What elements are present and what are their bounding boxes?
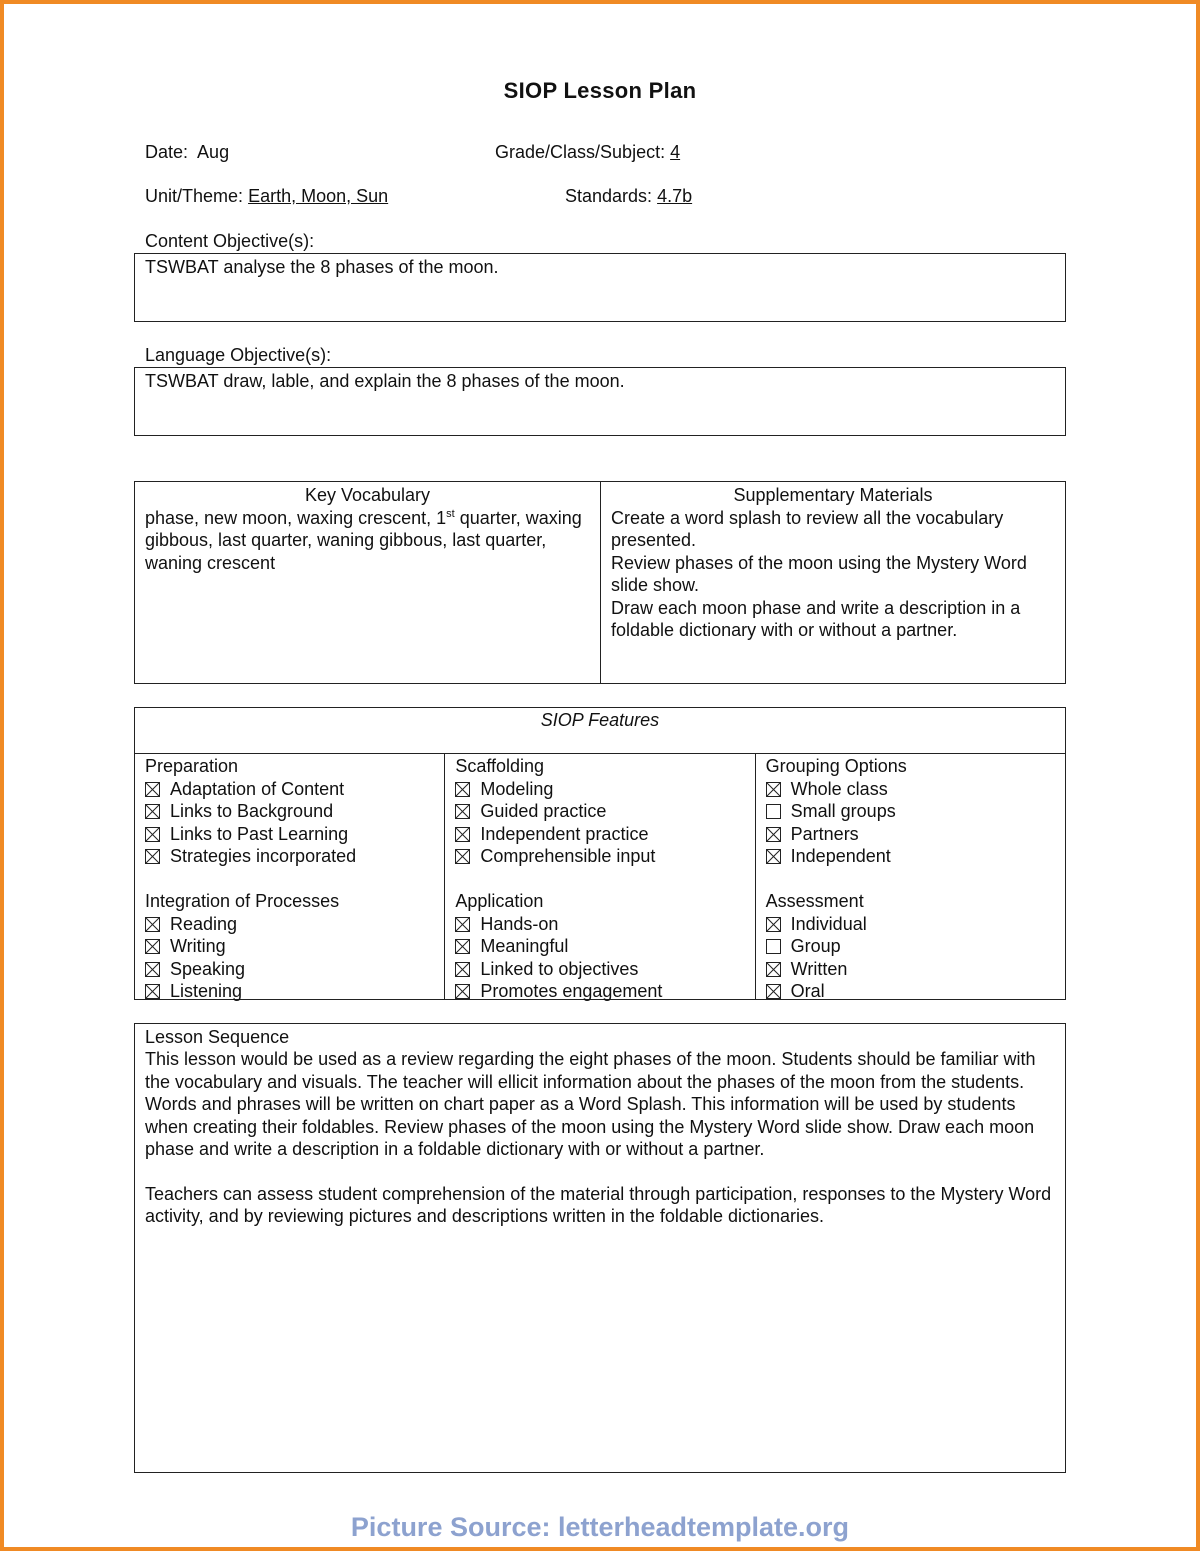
date-value: Aug: [197, 142, 230, 162]
siop-item-label: Independent practice: [480, 823, 649, 844]
siop-group: [766, 890, 1055, 1003]
picture-source-caption: Picture Source: letterheadtemplate.org: [350, 1512, 850, 1542]
checked-box-icon[interactable]: [145, 804, 160, 819]
checked-box-icon[interactable]: [766, 962, 781, 977]
page-title: SIOP Lesson Plan: [503, 78, 697, 103]
content-objective-label: Content Objective(s):: [145, 231, 315, 251]
siop-checkbox-item: [455, 913, 744, 936]
vocabulary-text-part-1: phase, new moon, waxing crescent, 1: [145, 507, 447, 528]
grade-field: [495, 142, 680, 163]
checked-box-icon[interactable]: [766, 849, 781, 864]
siop-column: [755, 754, 1065, 999]
date-field: [145, 142, 229, 163]
siop-checkbox-item: [455, 980, 744, 1003]
checked-box-icon[interactable]: [455, 782, 470, 797]
siop-checkbox-item: [766, 845, 1055, 868]
materials-column: [600, 482, 1065, 683]
lesson-sequence-paragraph: Teachers can assess student comprehension of the material through participation, responses to the Mystery Word activity, and by reviewing pictures and descriptions written in the foldable dictionaries.: [145, 1183, 1052, 1227]
vocabulary-header: Key Vocabulary: [304, 485, 431, 505]
checked-box-icon[interactable]: [145, 984, 160, 999]
lesson-sequence-paragraph: This lesson would be used as a review regarding the eight phases of the moon. Students should be familiar with the vocabulary and visuals. The teacher will ellicit information about the phases of the moon from the students. Words and phrases will be written on chart paper as a Word Splash. This information will be used by students when creating their foldables. Review phases of the moon using the Mystery Word slide show. Draw each moon phase and write a description in a foldable dictionary with or without a partner.: [145, 1049, 1036, 1160]
lesson-sequence-header: Lesson Sequence: [145, 1027, 290, 1047]
siop-item-label: Small groups: [790, 801, 896, 821]
checked-box-icon[interactable]: [145, 827, 160, 842]
siop-item-label: Writing: [170, 936, 226, 956]
checked-box-icon[interactable]: [455, 984, 470, 999]
siop-checkbox-item: [455, 823, 744, 846]
siop-group: [766, 755, 1055, 868]
vocabulary-text-part-2: quarter, waxing gibbous, last quarter, waning gibbous, last quarter, waning crescent: [145, 507, 582, 573]
checked-box-icon[interactable]: [145, 782, 160, 797]
unit-value: Earth, Moon, Sun: [248, 186, 389, 206]
checked-box-icon[interactable]: [766, 984, 781, 999]
siop-item-label: Oral: [790, 981, 825, 1001]
siop-item-label: Adaptation of Content: [170, 778, 345, 799]
vocabulary-materials-table: [134, 481, 1066, 684]
standards-value: 4.7b: [657, 186, 693, 206]
siop-item-label: Listening: [170, 981, 243, 1001]
checked-box-icon[interactable]: [455, 849, 470, 864]
siop-checkbox-item: [455, 935, 744, 958]
siop-item-label: Promotes engagement: [480, 981, 663, 1001]
siop-columns: [135, 754, 1065, 999]
siop-checkbox-item: [145, 958, 434, 981]
siop-checkbox-item: [455, 800, 744, 823]
siop-checkbox-item: [145, 935, 434, 958]
checked-box-icon[interactable]: [766, 782, 781, 797]
standards-label: Standards:: [565, 186, 653, 206]
siop-checkbox-item: [766, 935, 1055, 958]
siop-group-title: Grouping Options: [765, 756, 907, 776]
date-label: Date:: [145, 142, 189, 162]
language-objective-text: TSWBAT draw, lable, and explain the 8 phases of the moon.: [145, 371, 625, 391]
siop-item-label: Reading: [170, 913, 238, 934]
siop-group-title: Assessment: [765, 891, 864, 911]
vocabulary-superscript: st: [446, 507, 455, 520]
siop-item-label: Links to Past Learning: [170, 823, 349, 844]
lesson-sequence-box: [134, 1023, 1066, 1473]
checked-box-icon[interactable]: [766, 917, 781, 932]
siop-item-label: Modeling: [480, 778, 554, 799]
siop-group: [145, 755, 434, 868]
unit-label: Unit/Theme:: [145, 186, 244, 206]
siop-checkbox-item: [455, 845, 744, 868]
siop-item-label: Written: [790, 958, 848, 979]
siop-item-label: Group: [790, 936, 841, 956]
siop-item-label: Comprehensible input: [480, 846, 656, 866]
unit-field: [145, 186, 388, 207]
siop-checkbox-item: [145, 845, 434, 868]
siop-checkbox-item: [766, 823, 1055, 846]
vocabulary-column: [135, 482, 600, 683]
siop-item-label: Linked to objectives: [480, 958, 639, 979]
siop-item-label: Whole class: [790, 778, 888, 799]
siop-item-label: Strategies incorporated: [170, 846, 357, 866]
siop-checkbox-item: [455, 778, 744, 801]
siop-item-label: Partners: [790, 823, 859, 844]
empty-box-icon[interactable]: [766, 939, 781, 954]
content-objective-text: TSWBAT analyse the 8 phases of the moon.: [145, 257, 499, 277]
checked-box-icon[interactable]: [145, 939, 160, 954]
siop-item-label: Independent: [790, 846, 891, 866]
siop-checkbox-item: [455, 958, 744, 981]
siop-column: [444, 754, 754, 999]
checked-box-icon[interactable]: [455, 827, 470, 842]
siop-item-label: Links to Background: [170, 801, 334, 821]
siop-features-header: SIOP Features: [135, 708, 1065, 754]
checked-box-icon[interactable]: [145, 917, 160, 932]
siop-group-title: Application: [455, 891, 544, 911]
siop-item-label: Guided practice: [480, 801, 607, 821]
siop-checkbox-item: [145, 778, 434, 801]
materials-line: Create a word splash to review all the vocabulary presented.: [611, 507, 1004, 550]
siop-item-label: Meaningful: [480, 936, 569, 956]
siop-column: [135, 754, 444, 999]
siop-group: [145, 890, 434, 1003]
checked-box-icon[interactable]: [455, 962, 470, 977]
siop-group: [455, 890, 744, 1003]
siop-checkbox-item: [766, 980, 1055, 1003]
checked-box-icon[interactable]: [455, 917, 470, 932]
siop-checkbox-item: [145, 823, 434, 846]
checked-box-icon[interactable]: [766, 827, 781, 842]
siop-group-title: Integration of Processes: [145, 891, 340, 911]
language-objective-label: Language Objective(s):: [145, 345, 332, 365]
siop-item-label: Individual: [790, 913, 867, 934]
siop-group: [455, 755, 744, 868]
standards-field: [565, 186, 692, 207]
checked-box-icon[interactable]: [455, 804, 470, 819]
siop-checkbox-item: [766, 800, 1055, 823]
siop-features-table: [134, 707, 1066, 1000]
language-objective-box: [134, 367, 1066, 436]
siop-item-label: Speaking: [170, 958, 246, 979]
checked-box-icon[interactable]: [145, 962, 160, 977]
materials-header: Supplementary Materials: [733, 485, 933, 505]
checked-box-icon[interactable]: [455, 939, 470, 954]
siop-group-title: Scaffolding: [455, 756, 545, 776]
siop-checkbox-item: [145, 800, 434, 823]
siop-item-label: Hands-on: [480, 913, 559, 934]
materials-line: Review phases of the moon using the Mystery Word slide show.: [611, 552, 1027, 595]
materials-line: Draw each moon phase and write a description in a foldable dictionary with or without a partner.: [611, 597, 1021, 640]
grade-value: 4: [670, 142, 681, 162]
siop-checkbox-item: [145, 980, 434, 1003]
siop-checkbox-item: [766, 778, 1055, 801]
siop-checkbox-item: [145, 913, 434, 936]
siop-checkbox-item: [766, 958, 1055, 981]
vocabulary-text: [145, 507, 590, 575]
grade-label: Grade/Class/Subject:: [495, 142, 666, 162]
checked-box-icon[interactable]: [145, 849, 160, 864]
content-objective-box: [134, 253, 1066, 322]
empty-box-icon[interactable]: [766, 804, 781, 819]
siop-group-title: Preparation: [145, 756, 239, 776]
siop-checkbox-item: [766, 913, 1055, 936]
